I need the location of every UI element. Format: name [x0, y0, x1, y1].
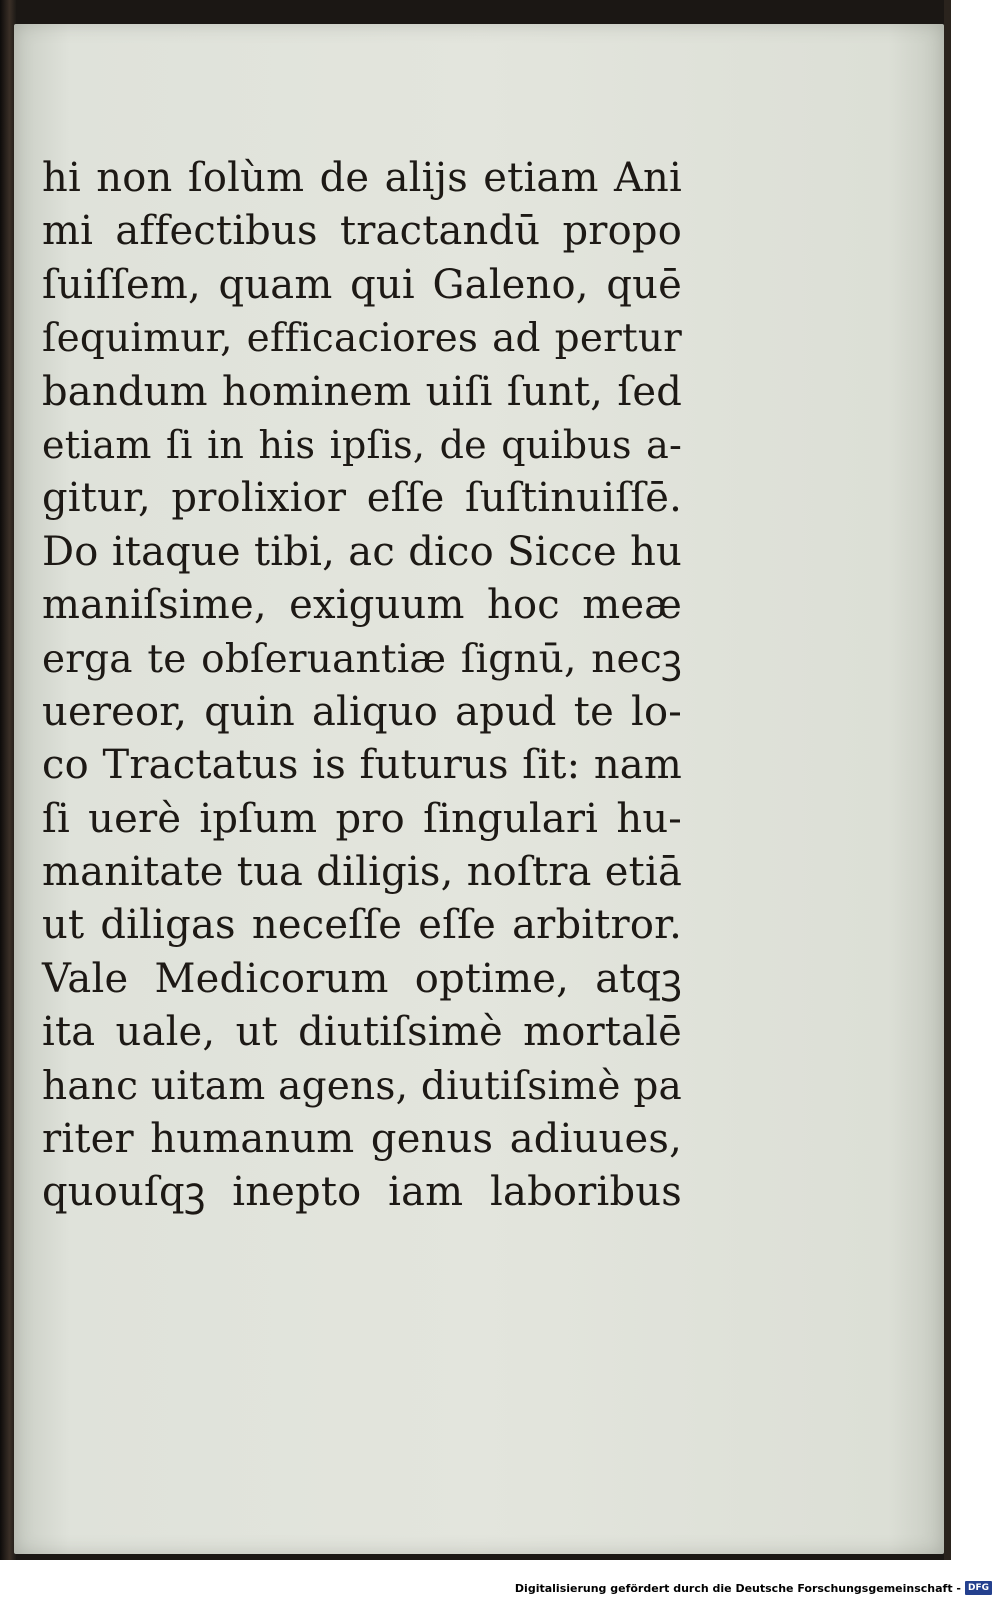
digitization-credit: Digitalisierung gefördert durch die Deutsche Forschungsgemeinschaft - — [514, 1581, 961, 1595]
text-line: bandum hominem uiſi ſunt, ſed — [42, 368, 682, 415]
text-line: gitur, prolixior eſſe ſuſtinuiſſē. — [42, 475, 682, 522]
footer-credit-bar — [515, 1573, 992, 1603]
text-line: etiam ſi in his ipſis, de quibus a- — [42, 422, 682, 467]
book-page — [14, 24, 944, 1554]
text-line: ita uale, ut diutiſsimè mortalē — [42, 1009, 682, 1056]
text-line: riter humanum genus adiuues, — [42, 1116, 682, 1163]
text-line: quouſqꝫ inepto iam laboribus — [42, 1169, 682, 1216]
text-line: erga te obſeruantiæ ſignū, necꝫ — [42, 636, 682, 682]
text-line: ſuiſſem, quam qui Galeno, quē — [42, 261, 682, 308]
text-line: Do itaque tibi, ac dico Sicce hu — [42, 528, 682, 575]
page-right-edge — [944, 0, 951, 1560]
text-line: hi non ſolùm de alijs etiam Ani — [42, 155, 682, 201]
text-line: mi affectibus tractandū propo — [42, 208, 682, 255]
text-line: co Tractatus is futurus ſit: nam — [42, 742, 682, 789]
text-line: ſequimur, efficaciores ad pertur — [42, 316, 682, 362]
text-line: ut diligas neceſſe eſſe arbitror. — [42, 902, 682, 949]
text-line: hanc uitam agens, diutiſsimè pa — [42, 1063, 682, 1109]
text-line: ſi uerè ipſum pro ſingulari hu- — [42, 795, 682, 842]
text-block — [42, 152, 682, 1220]
text-line: Vale Medicorum optime, atqꝫ — [42, 955, 682, 1002]
text-line: manitate tua diligis, noſtra etiā — [42, 849, 682, 896]
dfg-logo: DFG — [965, 1581, 992, 1595]
text-line: uereor, quin aliquo apud te lo- — [42, 688, 682, 735]
text-line: maniſsime, exiguum hoc meæ — [42, 582, 682, 629]
